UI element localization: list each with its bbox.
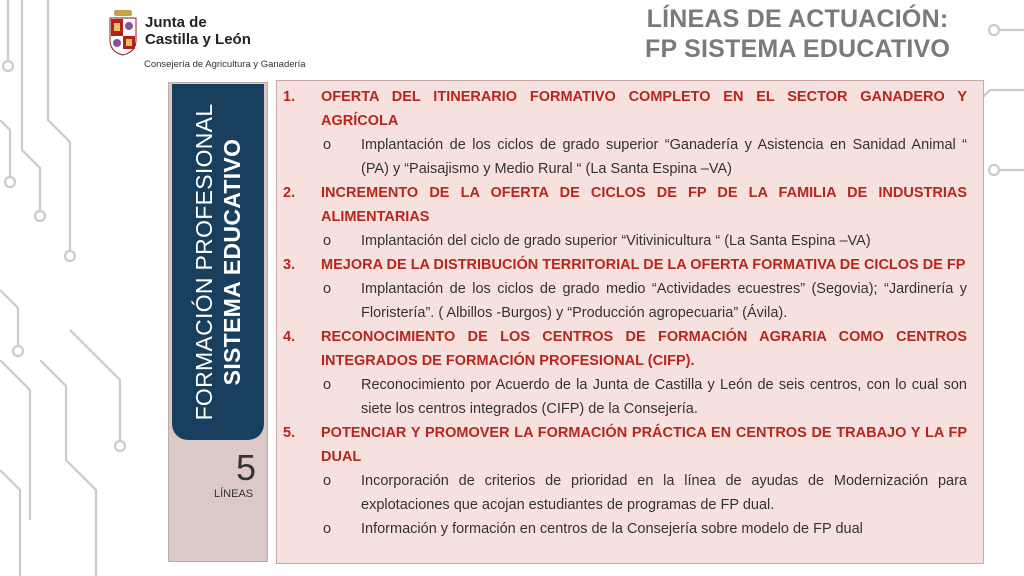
title-line-1: LÍNEAS DE ACTUACIÓN:	[646, 5, 949, 33]
item-heading-text: MEJORA DE LA DISTRIBUCIÓN TERRITORIAL DE LA OFERTA FORMATIVA DE CICLOS DE FP	[321, 257, 966, 273]
action-lines-list	[283, 85, 967, 541]
side-banner-text	[190, 104, 246, 421]
item-number: 4.	[283, 329, 296, 345]
lines-count-label: LÍNEAS	[214, 488, 254, 500]
item-heading-text: RECONOCIMIENTO DE LOS CENTROS DE FORMACIÓN AGRARIA COMO CENTROS INTEGRADOS DE FORMACIÓN PROFESIONAL (CIFP).	[321, 329, 967, 369]
item-heading	[283, 421, 967, 469]
lines-count: 5	[236, 447, 257, 488]
item-heading-text: OFERTA DEL ITINERARIO FORMATIVO COMPLETO EN EL SECTOR GANADERO Y AGRÍCOLA	[321, 89, 967, 129]
sub-item-text: Implantación de los ciclos de grado medio “Actividades ecuestres” (Segovia); “Jardinería y Floristería”. ( Albillos -Burgos) y “Producción agropecuaria” (Ávila).	[361, 281, 967, 321]
sub-item-text: Reconocimiento por Acuerdo de la Junta de Castilla y León de seis centros, con lo cual son siete los centros integrados (CIFP) de la Consejería.	[361, 377, 967, 417]
sub-item	[283, 277, 967, 325]
bullet-icon: o	[323, 137, 332, 153]
title-line-2: FP SISTEMA EDUCATIVO	[645, 35, 950, 63]
list-item	[283, 421, 967, 541]
side-line-2: SISTEMA EDUCATIVO	[219, 138, 245, 386]
sub-item-text: Información y formación en centros de la Consejería sobre modelo de FP dual	[361, 521, 863, 537]
sub-item-text: Implantación del ciclo de grado superior “Vitivinicultura “ (La Santa Espina –VA)	[361, 233, 871, 249]
item-number: 1.	[283, 89, 296, 105]
list-item	[283, 181, 967, 253]
side-banner	[172, 84, 264, 440]
bullet-icon: o	[323, 281, 332, 297]
bullet-icon: o	[323, 521, 332, 537]
item-number: 2.	[283, 185, 296, 201]
sub-item	[283, 517, 967, 541]
item-heading	[283, 85, 967, 133]
sub-item	[283, 229, 967, 253]
item-heading-text: POTENCIAR Y PROMOVER LA FORMACIÓN PRÁCTICA EN CENTROS DE TRABAJO Y LA FP DUAL	[321, 425, 967, 465]
side-line-1: FORMACIÓN PROFESIONAL	[191, 103, 217, 421]
list-item	[283, 325, 967, 421]
bullet-icon: o	[323, 233, 332, 249]
item-heading	[283, 181, 967, 229]
sub-item	[283, 373, 967, 421]
logo-line-2: Castilla y León	[145, 31, 251, 48]
page-title	[645, 4, 950, 64]
junta-logo	[108, 8, 328, 76]
content-panel	[276, 80, 984, 564]
coat-of-arms-icon	[108, 10, 138, 56]
item-number: 5.	[283, 425, 296, 441]
logo-subtitle: Consejería de Agricultura y Ganadería	[144, 59, 306, 70]
item-heading	[283, 253, 967, 277]
item-number: 3.	[283, 257, 296, 273]
bullet-icon: o	[323, 377, 332, 393]
list-item	[283, 253, 967, 325]
bullet-icon: o	[323, 473, 332, 489]
sub-item-text: Incorporación de criterios de prioridad en la línea de ayudas de Modernización para explotaciones que acojan estudiantes de programas de FP dual.	[361, 473, 967, 513]
list-item	[283, 85, 967, 181]
item-heading	[283, 325, 967, 373]
item-heading-text: INCREMENTO DE LA OFERTA DE CICLOS DE FP DE LA FAMILIA DE INDUSTRIAS ALIMENTARIAS	[321, 185, 967, 225]
sub-item-text: Implantación de los ciclos de grado superior “Ganadería y Asistencia en Sanidad Animal “ (PA) y “Paisajismo y Medio Rural “ (La Santa Espina –VA)	[361, 137, 967, 177]
sub-item	[283, 469, 967, 517]
sub-item	[283, 133, 967, 181]
logo-line-1: Junta de	[145, 14, 207, 31]
